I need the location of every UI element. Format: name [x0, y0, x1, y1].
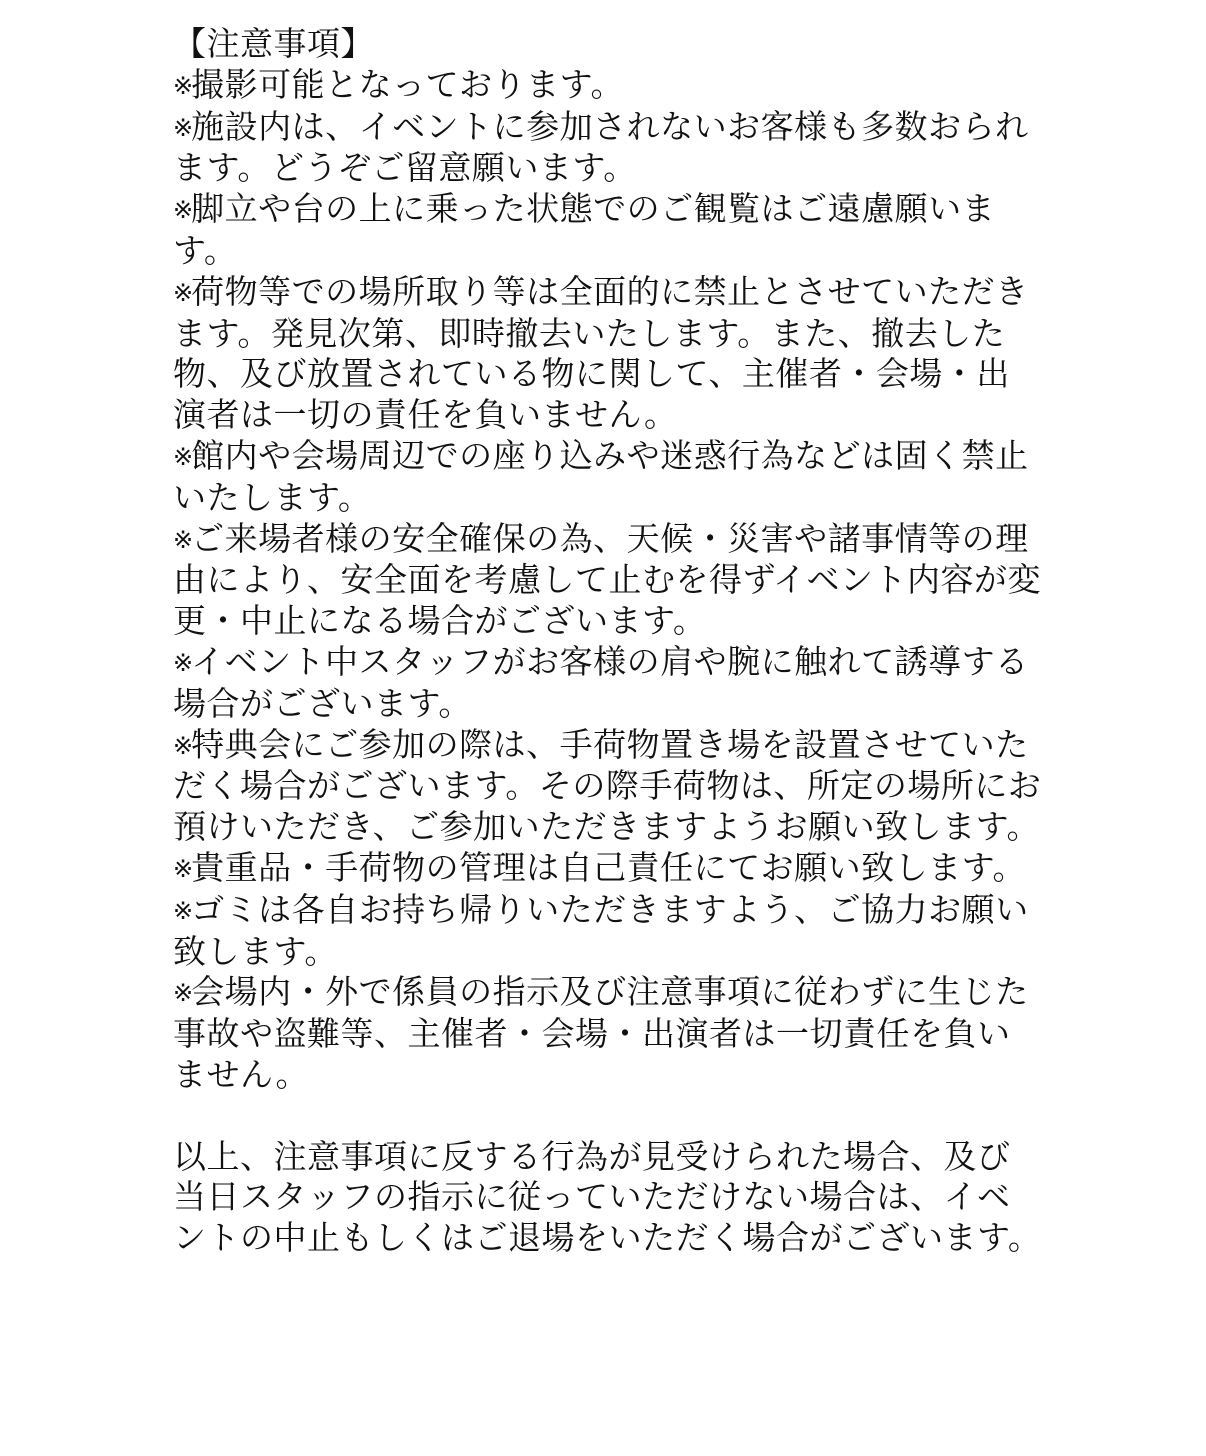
notice-item-text: 特典会にご参加の際は、手荷物置き場を設置させていただく場合がございます。その際手荷物は、所定の場所にお預けいただき、ご参加いただきますようお願い致します。: [173, 724, 1042, 847]
notice-item-text: 会場内・外で係員の指示及び注意事項に従わずに生じた事故や盗難等、主催者・会場・出演者は一切責任を負いません。: [173, 972, 1029, 1094]
notice-item: [173, 189, 1043, 272]
notice-heading: 【注意事項】: [173, 24, 374, 63]
reference-mark-icon: ※: [173, 731, 192, 760]
notice-item-text: 施設内は、イベントに参加されないお客様も多数おられます。どうぞご留意願います。: [173, 106, 1029, 188]
reference-mark-icon: ※: [173, 196, 192, 225]
notice-item: [173, 725, 1043, 848]
closing-paragraph: 以上、注意事項に反する行為が見受けられた場合、及び当日スタッフの指示に従っていただけない場合は、イベントの中止もしくはご退場をいただく場合がございます。: [173, 1136, 1042, 1258]
reference-mark-icon: ※: [173, 525, 192, 554]
notice-item: [173, 436, 1043, 519]
reference-mark-icon: ※: [173, 442, 192, 471]
notice-item-text: 撮影可能となっております。: [191, 64, 624, 104]
reference-mark-icon: ※: [173, 278, 192, 307]
notice-item-text: イベント中スタッフがお客様の肩や腕に触れて誘導する場合がございます。: [173, 641, 1029, 723]
notice-item: [173, 890, 1043, 973]
reference-mark-icon: ※: [173, 648, 192, 677]
notice-item: [173, 107, 1043, 190]
notice-item: [173, 972, 1043, 1095]
notice-item-text: ご来場者様の安全確保の為、天候・災害や諸事情等の理由により、安全面を考慮して止むを得ずイベント内容が変更・中止になる場合がございます。: [173, 518, 1042, 641]
notice-item-text: 荷物等での場所取り等は全面的に禁止とさせていただきます。発見次第、即時撤去いたします。また、撤去した物、及び放置されている物に関して、主催者・会場・出演者は一切の責任を負いません。: [173, 271, 1029, 435]
notice-item: [173, 519, 1043, 642]
notice-item-text: ゴミは各自お持ち帰りいただきますよう、ご協力お願い致します。: [173, 889, 1029, 971]
reference-mark-icon: ※: [173, 71, 192, 100]
reference-mark-icon: ※: [173, 113, 192, 142]
reference-mark-icon: ※: [173, 854, 192, 883]
reference-mark-icon: ※: [173, 896, 192, 925]
notice-item: [173, 642, 1043, 725]
notice-list: [173, 65, 1043, 1096]
notice-item: [173, 272, 1043, 436]
notice-item-text: 貴重品・手荷物の管理は自己責任にてお願い致します。: [191, 847, 1026, 887]
notice-item: [173, 848, 1043, 890]
notice-document: [173, 24, 1043, 1259]
notice-item: [173, 65, 1043, 107]
reference-mark-icon: ※: [173, 979, 192, 1008]
notice-item-text: 脚立や台の上に乗った状態でのご観覧はご遠慮願います。: [173, 189, 996, 270]
notice-item-text: 館内や会場周辺での座り込みや迷惑行為などは固く禁止いたします。: [173, 435, 1029, 517]
paragraph-spacer: [173, 1096, 1043, 1137]
